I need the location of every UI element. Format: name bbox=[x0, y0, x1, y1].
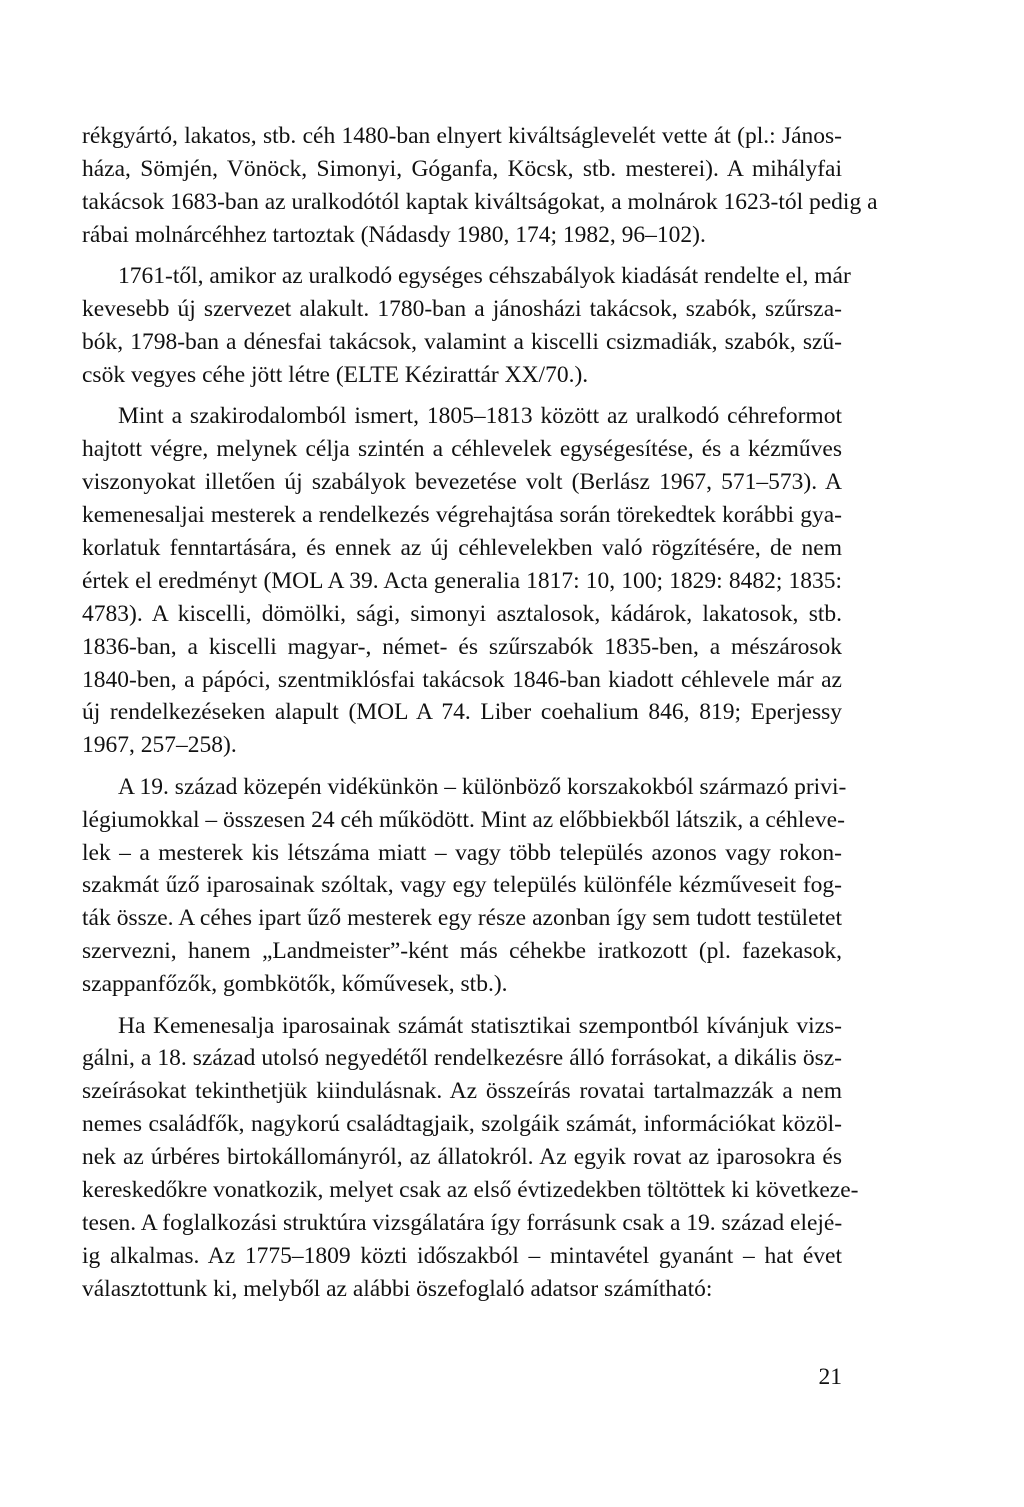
text-line: hajtott végre, melynek célja szintén a céhlevelek egységesítése, és a kézműves bbox=[82, 436, 842, 463]
text-line: rékgyártó, lakatos, stb. céh 1480-ban elnyert kiváltságlevelét vette át (pl.: János- bbox=[82, 123, 842, 149]
paragraph bbox=[82, 400, 842, 762]
text-line: háza, Sömjén, Vönöck, Simonyi, Góganfa, Köcsk, stb. mesterei). A mihályfai bbox=[82, 155, 842, 182]
page-number: 21 bbox=[818, 1364, 842, 1390]
text-line: kevesebb új szervezet alakult. 1780-ban a jánosházi takácsok, szabók, szűrsza- bbox=[82, 296, 842, 323]
text-line: Mint a szakirodalomból ismert, 1805–1813 között az uralkodó céhreformot bbox=[118, 403, 842, 430]
paragraph bbox=[82, 260, 851, 392]
text-line: kemenesaljai mesterek a rendelkezés végrehajtása során törekedtek korábbi gya- bbox=[82, 501, 842, 528]
paragraph bbox=[82, 1010, 859, 1306]
text-line: 1967, 257–258). bbox=[82, 732, 237, 759]
text-line: szervezni, hanem „Landmeister”-ként más céhekbe iratkozott (pl. fazekasok, bbox=[82, 938, 842, 965]
text-line: bók, 1798-ban a dénesfai takácsok, valamint a kiscelli csizmadiák, szabók, szű- bbox=[82, 328, 842, 355]
text-line: nemes családfők, nagykorú családtagjaik, szolgáik számát, információkat közöl- bbox=[82, 1111, 842, 1138]
paragraph bbox=[82, 120, 878, 252]
text-line: légiumokkal – összesen 24 céh működött. Mint az előbbiekből látszik, a céhleve- bbox=[82, 806, 845, 833]
body-text bbox=[82, 120, 878, 1314]
text-line: rábai molnárcéhhez tartoztak (Nádasdy 1980, 174; 1982, 96–102). bbox=[82, 221, 706, 248]
text-line: értek el eredményt (MOL A 39. Acta generalia 1817: 10, 100; 1829: 8482; 1835: bbox=[82, 567, 842, 594]
text-line: viszonyokat illetően új szabályok bevezetése volt (Berlász 1967, 571–573). A bbox=[82, 469, 842, 496]
text-line: A 19. század közepén vidékünkön – különböző korszakokból származó privi- bbox=[118, 773, 847, 800]
text-line: 1840-ben, a pápóci, szentmiklósfai takácsok 1846-ban kiadott céhlevele már az bbox=[82, 666, 842, 693]
text-line: 1761-től, amikor az uralkodó egységes céhszabályok kiadását rendelte el, már bbox=[118, 263, 851, 290]
text-line: nek az úrbéres birtokállományról, az állatokról. Az egyik rovat az iparosokra és bbox=[82, 1144, 842, 1171]
text-line: választottunk ki, melyből az alábbi öszefoglaló adatsor számítható: bbox=[82, 1275, 713, 1302]
text-line: lek – a mesterek kis létszáma miatt – vagy több település azonos vagy rokon- bbox=[82, 839, 842, 866]
text-line: új rendelkezéseken alapult (MOL A 74. Liber coehalium 846, 819; Eperjessy bbox=[82, 699, 842, 726]
text-line: korlatuk fenntartására, és ennek az új céhlevelekben való rögzítésére, de nem bbox=[82, 534, 842, 561]
text-line: ták össze. A céhes ipart űző mesterek egy része azonban így sem tudott testületet bbox=[82, 905, 842, 932]
text-line: 1836-ban, a kiscelli magyar-, német- és szűrszabók 1835-ben, a mészárosok bbox=[82, 633, 842, 660]
text-line: szappanfőzők, gombkötők, kőművesek, stb.). bbox=[82, 971, 508, 998]
text-line: gálni, a 18. század utolsó negyedétől rendelkezésre álló forrásokat, a dikális ösz- bbox=[82, 1045, 842, 1072]
text-line: kereskedőkre vonatkozik, melyet csak az első évtizedekben töltöttek ki következe- bbox=[82, 1177, 859, 1204]
text-line: szakmát űző iparosainak szóltak, vagy egy település különféle kézműveseit fog- bbox=[82, 872, 842, 899]
paragraph bbox=[82, 771, 847, 1001]
text-line: 4783). A kiscelli, dömölki, sági, simonyi asztalosok, kádárok, lakatosok, stb. bbox=[82, 600, 842, 627]
text-line: ig alkalmas. Az 1775–1809 közti időszakból – mintavétel gyanánt – hat évet bbox=[82, 1242, 842, 1269]
text-line: szeírásokat tekinthetjük kiindulásnak. Az összeírás rovatai tartalmazzák a nem bbox=[82, 1078, 842, 1105]
text-line: takácsok 1683-ban az uralkodótól kaptak kiváltságokat, a molnárok 1623-tól pedig a bbox=[82, 188, 878, 215]
text-line: tesen. A foglalkozási struktúra vizsgálatára így forrásunk csak a 19. század elejé- bbox=[82, 1210, 843, 1236]
text-line: Ha Kemenesalja iparosainak számát statisztikai szempontból kívánjuk vizs- bbox=[118, 1012, 842, 1039]
text-line: csök vegyes céhe jött létre (ELTE Kézirattár XX/70.). bbox=[82, 361, 589, 388]
